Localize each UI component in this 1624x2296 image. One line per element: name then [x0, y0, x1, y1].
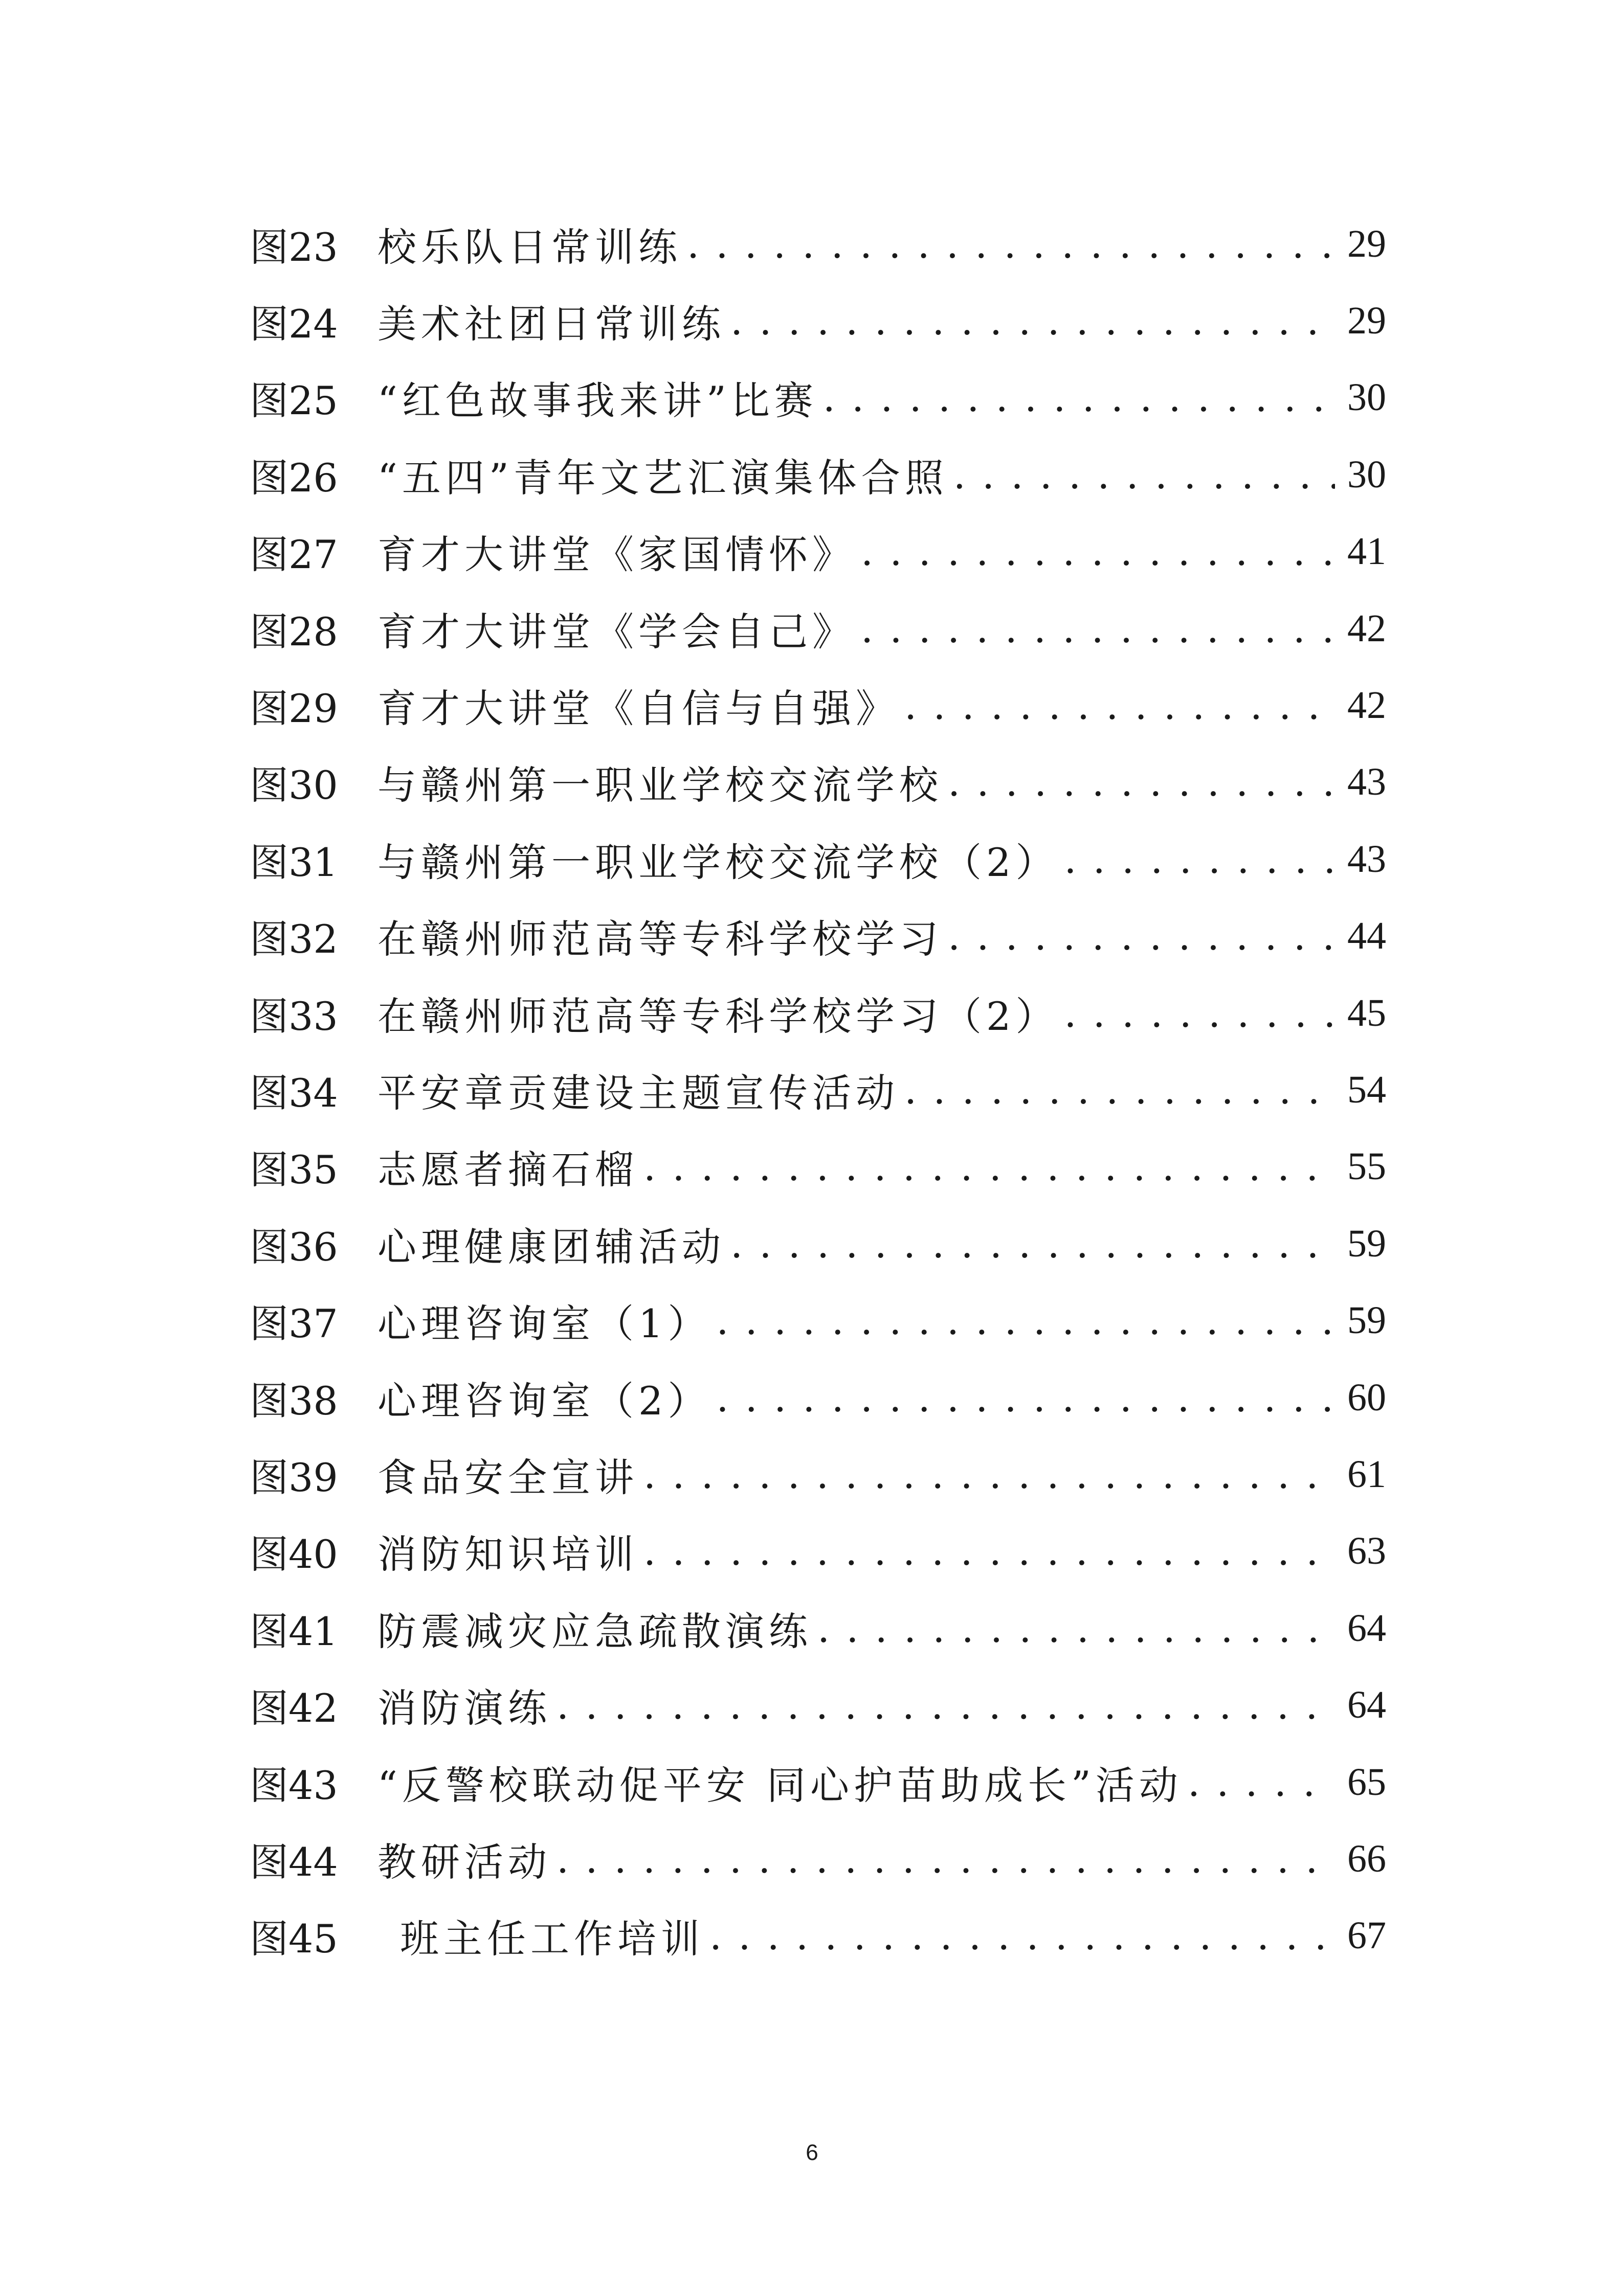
figure-number: 图30: [250, 762, 338, 808]
toc-entry[interactable]: [250, 436, 1386, 513]
figure-page-number: 54: [1347, 1068, 1386, 1111]
figure-page-number: 67: [1347, 1914, 1386, 1957]
toc-entry[interactable]: [250, 1667, 1386, 1743]
figure-title: 育才大讲堂《自信与自强》: [377, 686, 899, 732]
figure-title: 食品安全宣讲: [377, 1454, 638, 1500]
toc-entry[interactable]: [250, 744, 1386, 821]
dot-leader: [716, 1375, 1335, 1421]
toc-entry[interactable]: [250, 975, 1386, 1051]
toc-entry[interactable]: [250, 898, 1386, 975]
figure-page-number: 61: [1347, 1452, 1386, 1496]
figure-page-number: 44: [1347, 914, 1386, 958]
dot-leader: [1064, 991, 1335, 1036]
toc-entry[interactable]: [250, 821, 1386, 897]
figure-page-number: 42: [1347, 684, 1386, 727]
toc-entry[interactable]: [250, 1898, 1386, 1974]
figure-title: 防震减灾应急疏散演练: [377, 1608, 812, 1654]
dot-leader: [643, 1452, 1335, 1497]
figure-page-number: 66: [1347, 1837, 1386, 1880]
figure-number: 图44: [250, 1839, 338, 1885]
toc-entry[interactable]: [250, 1744, 1386, 1820]
toc-entry[interactable]: [250, 1359, 1386, 1436]
figure-page-number: 60: [1347, 1376, 1386, 1419]
dot-leader: [817, 1606, 1335, 1651]
figure-page-number: 43: [1347, 760, 1386, 804]
figure-number: 图39: [250, 1454, 338, 1500]
dot-leader: [904, 683, 1335, 728]
figure-page-number: 55: [1347, 1145, 1386, 1188]
toc-entry[interactable]: [250, 1129, 1386, 1205]
figure-page-number: 42: [1347, 606, 1386, 650]
dot-leader: [643, 1144, 1335, 1189]
dot-leader: [709, 1913, 1335, 1959]
figure-number: 图40: [250, 1532, 338, 1578]
figure-number: 图23: [250, 224, 338, 270]
figure-title: “红色故事我来讲”比赛: [377, 378, 818, 424]
toc-entry[interactable]: [250, 513, 1386, 590]
dot-leader: [687, 221, 1335, 267]
dot-leader: [948, 913, 1335, 959]
figure-number: 图32: [250, 916, 338, 962]
figure-page-number: 63: [1347, 1529, 1386, 1573]
figure-title: “反警校联动促平安 同心护苗助成长”活动: [377, 1762, 1183, 1808]
figure-page-number: 64: [1347, 1683, 1386, 1727]
dot-leader: [1064, 837, 1335, 882]
figure-title: 育才大讲堂《家国情怀》: [377, 532, 856, 578]
figure-page-number: 30: [1347, 453, 1386, 496]
dot-leader: [730, 1221, 1335, 1267]
toc-entry[interactable]: [250, 1205, 1386, 1282]
figure-title: 班主任工作培训: [400, 1916, 704, 1962]
figure-page-number: 29: [1347, 222, 1386, 265]
figure-title: 平安章贡建设主题宣传活动: [377, 1070, 899, 1116]
dot-leader: [643, 1528, 1335, 1574]
figure-number: 图27: [250, 532, 338, 578]
figure-number: 图36: [250, 1224, 338, 1270]
figure-number: 图35: [250, 1147, 338, 1193]
dot-leader: [557, 1682, 1335, 1728]
list-of-figures: [250, 206, 1386, 1974]
toc-entry[interactable]: [250, 1436, 1386, 1513]
toc-entry[interactable]: [250, 206, 1386, 282]
figure-title: 心理咨询室（1）: [377, 1301, 711, 1347]
toc-entry[interactable]: [250, 1590, 1386, 1667]
figure-title: 教研活动: [377, 1839, 551, 1885]
figure-page-number: 59: [1347, 1299, 1386, 1342]
figure-number: 图43: [250, 1762, 338, 1808]
dot-leader: [861, 529, 1335, 574]
toc-entry[interactable]: [250, 1513, 1386, 1590]
figure-page-number: 65: [1347, 1760, 1386, 1804]
dot-leader: [904, 1067, 1335, 1113]
figure-page-number: 43: [1347, 837, 1386, 881]
figure-number: 图37: [250, 1301, 338, 1347]
dot-leader: [823, 375, 1335, 420]
figure-title: “五四”青年文艺汇演集体合照: [377, 455, 948, 501]
figure-title: 消防知识培训: [377, 1532, 638, 1578]
dot-leader: [716, 1298, 1335, 1343]
figure-title: 育才大讲堂《学会自己》: [377, 609, 856, 655]
toc-entry[interactable]: [250, 667, 1386, 744]
figure-number: 图29: [250, 686, 338, 732]
toc-entry[interactable]: [250, 1820, 1386, 1897]
figure-page-number: 45: [1347, 991, 1386, 1034]
figure-page-number: 41: [1347, 530, 1386, 573]
figure-number: 图25: [250, 378, 338, 424]
figure-title: 志愿者摘石榴: [377, 1147, 638, 1193]
figure-number: 图31: [250, 839, 338, 885]
figure-title: 与赣州第一职业学校交流学校: [377, 762, 943, 808]
figure-title: 心理咨询室（2）: [377, 1378, 711, 1424]
toc-entry[interactable]: [250, 590, 1386, 667]
dot-leader: [953, 452, 1335, 498]
toc-entry[interactable]: [250, 282, 1386, 359]
figure-title: 心理健康团辅活动: [377, 1224, 725, 1270]
figure-number: 图38: [250, 1378, 338, 1424]
figure-page-number: 29: [1347, 299, 1386, 343]
figure-title: 与赣州第一职业学校交流学校（2）: [377, 839, 1059, 885]
figure-number: 图28: [250, 609, 338, 655]
toc-entry[interactable]: [250, 1282, 1386, 1359]
figure-page-number: 64: [1347, 1606, 1386, 1650]
dot-leader: [861, 606, 1335, 651]
figure-number: 图24: [250, 301, 338, 347]
figure-number: 图26: [250, 455, 338, 501]
figure-title: 美术社团日常训练: [377, 301, 725, 347]
dot-leader: [557, 1836, 1335, 1882]
figure-number: 图41: [250, 1608, 338, 1654]
figure-number: 图33: [250, 993, 338, 1039]
figure-title: 在赣州师范高等专科学校学习: [377, 916, 943, 962]
figure-title: 校乐队日常训练: [377, 224, 682, 270]
figure-title: 消防演练: [377, 1685, 551, 1731]
figure-number: 图45: [250, 1916, 338, 1962]
dot-leader: [730, 298, 1335, 344]
figure-page-number: 59: [1347, 1222, 1386, 1265]
figure-title: 在赣州师范高等专科学校学习（2）: [377, 993, 1059, 1039]
toc-entry[interactable]: [250, 1051, 1386, 1128]
figure-number: 图42: [250, 1685, 338, 1731]
figure-page-number: 30: [1347, 376, 1386, 419]
page-number: 6: [806, 2140, 818, 2165]
dot-leader: [1188, 1760, 1335, 1805]
toc-entry[interactable]: [250, 359, 1386, 436]
figure-number: 图34: [250, 1070, 338, 1116]
dot-leader: [948, 759, 1335, 805]
